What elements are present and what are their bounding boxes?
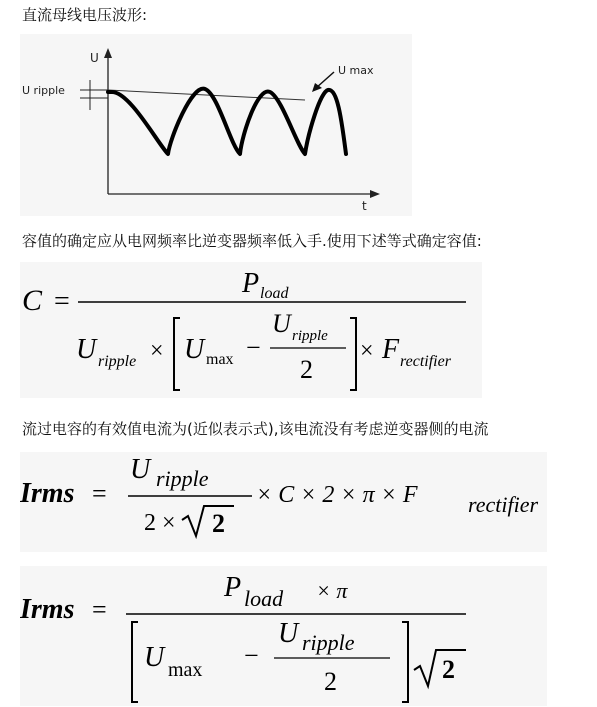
eq3-P: P (224, 572, 242, 603)
eq3-minus: − (244, 641, 259, 670)
eq2-equals: = (92, 479, 107, 508)
eq1-F: F (382, 334, 400, 365)
equation-irms-1 (20, 452, 547, 552)
y-axis-label: U (90, 51, 99, 65)
eq1-equals: = (54, 286, 70, 317)
eq1-U2: U (184, 334, 205, 365)
eq2-denominator: 2 × (144, 510, 176, 536)
eq3-U1: U (144, 642, 165, 673)
eq2-lhs: Irms (20, 478, 75, 509)
eq2-ripple-subscript: ripple (156, 466, 209, 491)
equation-capacitance (20, 262, 482, 398)
eq1-minus: − (246, 333, 261, 362)
eq1-U3: U (272, 309, 291, 338)
eq3-two: 2 (324, 667, 337, 696)
eq1-ripple2-subscript: ripple (292, 328, 328, 344)
eq3-sqrt-value: 2 (442, 655, 455, 684)
eq1-max-subscript: max (206, 351, 234, 368)
eq1-load-subscript: load (260, 285, 289, 302)
eq3-max-subscript: max (168, 659, 203, 681)
eq3-U2: U (278, 618, 299, 649)
eq1-times2: × (360, 338, 374, 364)
eq3-times-pi: × π (316, 578, 348, 603)
equation-irms-2 (20, 566, 547, 706)
eq3-equals: = (92, 595, 107, 624)
eq2-U: U (130, 454, 151, 485)
figure-background (20, 34, 412, 216)
eq1-P: P (242, 268, 260, 299)
eq3-lhs: Irms (20, 594, 75, 625)
eq2-rest: × C × 2 × π × F (256, 482, 418, 508)
eq1-rectifier-subscript: rectifier (400, 353, 451, 370)
x-axis-label: t (362, 199, 367, 213)
dc-bus-voltage-waveform (20, 34, 412, 216)
caption-capacitance: 容值的确定应从电网频率比逆变器频率低入手.使用下述等式确定容值: (22, 232, 482, 250)
eq1-two: 2 (300, 355, 313, 384)
ripple-label: U ripple (22, 84, 65, 97)
caption-rms-current: 流过电容的有效值电流为(近似表示式),该电流没有考虑逆变器侧的电流 (22, 420, 489, 438)
eq2-rectifier-subscript: rectifier (468, 492, 539, 517)
eq2-sqrt-value: 2 (212, 509, 225, 538)
eq3-ripple-subscript: ripple (302, 630, 355, 655)
max-label: U max (338, 64, 374, 77)
eq1-U1: U (76, 334, 97, 365)
eq1-ripple-subscript: ripple (98, 353, 137, 370)
caption-waveform: 直流母线电压波形: (22, 6, 148, 24)
eq1-lhs: C (22, 284, 43, 317)
eq1-times1: × (150, 338, 164, 364)
eq3-load-subscript: load (244, 586, 284, 611)
